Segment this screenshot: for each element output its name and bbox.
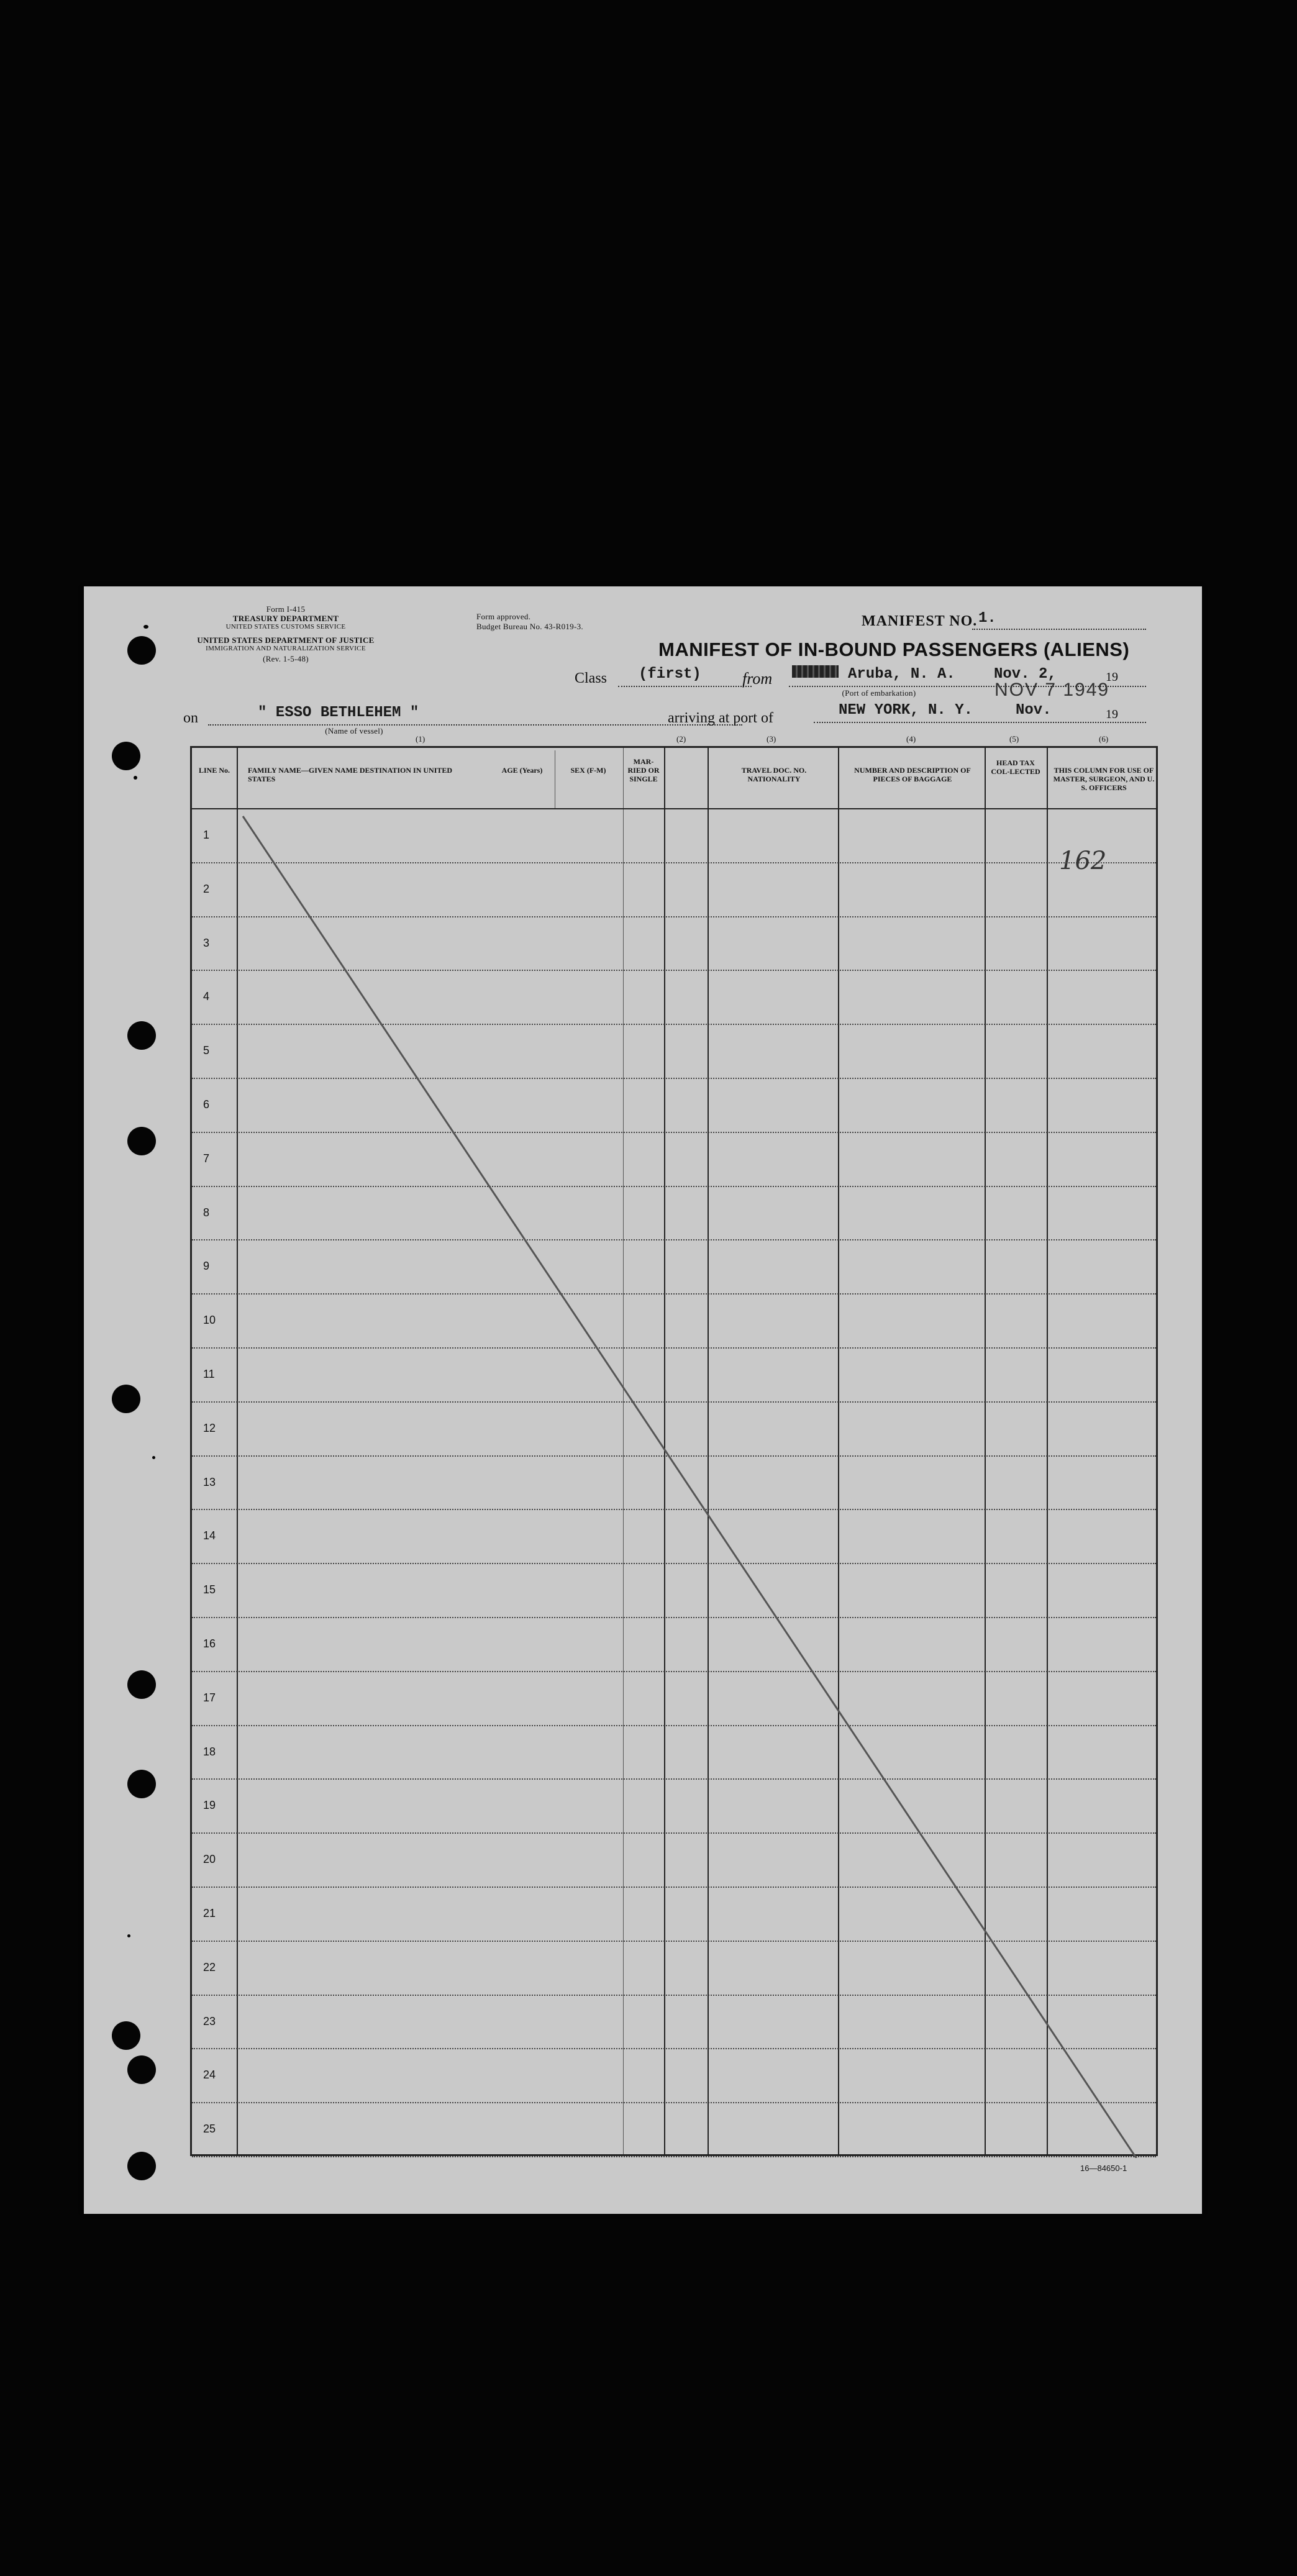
line-number: 23: [203, 2014, 216, 2028]
manifest-no-label: MANIFEST NO.: [862, 613, 978, 629]
line-number: 10: [203, 1314, 216, 1327]
line-number: 1: [203, 828, 210, 841]
customs-service: UNITED STATES CUSTOMS SERVICE: [225, 623, 346, 630]
cancel-stroke: [243, 816, 1160, 2158]
column-number: (6): [1099, 734, 1109, 744]
paper-speck: [127, 1934, 130, 1937]
header-travel-doc: TRAVEL DOC. NO. NATIONALITY: [741, 766, 807, 783]
line-number: 21: [203, 1906, 216, 1919]
line-number: 18: [203, 1745, 216, 1758]
line-number: 13: [203, 1475, 216, 1488]
header-name-destination: FAMILY NAME—GIVEN NAME DESTINATION IN UNITED STATES: [248, 766, 453, 783]
line-number: 25: [203, 2123, 216, 2136]
from-value: Aruba, N. A.: [848, 666, 955, 683]
class-value: (first): [639, 666, 701, 683]
form-approved: Form approved.: [476, 612, 531, 621]
line-number: 7: [203, 1152, 210, 1165]
binder-hole: [112, 1385, 140, 1413]
column-number: (2): [676, 734, 686, 744]
on-label: on: [183, 710, 198, 726]
header-age: AGE (Years): [501, 766, 543, 775]
arrival-year: 19: [1106, 708, 1118, 721]
passenger-table: [190, 734, 1158, 2156]
handwritten-number: 162: [1059, 847, 1107, 875]
line-number: 14: [203, 1529, 216, 1542]
binder-hole: [127, 1021, 156, 1050]
line-number: 9: [203, 1260, 210, 1273]
embarkation-caption: (Port of embarkation): [842, 688, 916, 698]
arrival-fill: [814, 722, 1146, 723]
binder-hole: [127, 2055, 156, 2084]
line-number: 17: [203, 1691, 216, 1704]
from-year: 19: [1106, 670, 1118, 684]
line-number: 6: [203, 1098, 210, 1111]
header-baggage: NUMBER AND DESCRIPTION OF PIECES OF BAGGAGE: [854, 766, 971, 783]
manifest-title: MANIFEST OF IN-BOUND PASSENGERS (ALIENS): [658, 639, 1130, 660]
binder-hole: [127, 2152, 156, 2180]
paper-speck: [134, 776, 137, 780]
header-officers: THIS COLUMN FOR USE OF MASTER, SURGEON, AND U. S. OFFICERS: [1053, 766, 1155, 792]
column-number: (3): [767, 734, 776, 744]
diagonal-cancel-line: [192, 748, 1160, 2158]
arriving-label: arriving at port of: [668, 710, 773, 726]
line-number: 11: [203, 1367, 215, 1380]
header-marital: MAR-RIED OR SINGLE: [627, 757, 660, 783]
binder-hole: [127, 1770, 156, 1798]
line-number: 24: [203, 2069, 216, 2082]
arrival-port: NEW YORK, N. Y.: [839, 702, 973, 719]
binder-hole: [127, 1670, 156, 1699]
line-number: 19: [203, 1799, 216, 1812]
paper-speck: [143, 625, 148, 629]
binder-hole: [112, 2021, 140, 2050]
from-date: Nov. 2,: [994, 666, 1057, 683]
header-sex: SEX (F-M): [570, 766, 606, 775]
column-number: (5): [1009, 734, 1019, 744]
from-label: from: [742, 670, 773, 688]
from-strikeout: [792, 665, 839, 678]
line-number: 5: [203, 1044, 210, 1057]
revision: (Rev. 1-5-48): [263, 654, 309, 663]
line-number: 20: [203, 1853, 216, 1866]
binder-hole: [112, 742, 140, 770]
treasury-dept: TREASURY DEPARTMENT: [232, 614, 339, 623]
arrival-date: Nov.: [1016, 702, 1052, 719]
line-number: 2: [203, 882, 210, 895]
form-number: Form I-415: [266, 604, 306, 614]
ins-service: IMMIGRATION AND NATURALIZATION SERVICE: [206, 645, 366, 652]
line-number: 15: [203, 1583, 216, 1596]
column-number: (1): [416, 734, 426, 744]
manifest-no-fill: [972, 629, 1146, 630]
header-line-no: LINE No.: [198, 766, 230, 775]
paper-speck: [152, 1456, 155, 1459]
date-stamp: NOV 7 1949: [994, 680, 1110, 700]
line-number: 4: [203, 990, 210, 1003]
justice-dept: UNITED STATES DEPARTMENT OF JUSTICE: [197, 635, 375, 645]
class-label: Class: [575, 670, 608, 686]
class-fill: [618, 686, 752, 687]
header-head-tax: HEAD TAX COL-LECTED: [991, 758, 1040, 776]
vessel-fill: [208, 724, 742, 726]
manifest-no-value: 1.: [978, 610, 996, 627]
line-number: 22: [203, 1960, 216, 1973]
line-number: 16: [203, 1637, 216, 1650]
line-number: 12: [203, 1421, 216, 1434]
line-number: 8: [203, 1206, 210, 1219]
vessel-caption: (Name of vessel): [325, 726, 383, 735]
column-number: (4): [906, 734, 916, 744]
binder-hole: [127, 636, 156, 665]
line-number: 3: [203, 936, 210, 949]
budget-bureau: Budget Bureau No. 43-R019-3.: [476, 622, 583, 631]
binder-hole: [127, 1127, 156, 1155]
printer-code: 16—84650-1: [1080, 2164, 1127, 2173]
vessel-name: " ESSO BETHLEHEM ": [258, 704, 419, 721]
